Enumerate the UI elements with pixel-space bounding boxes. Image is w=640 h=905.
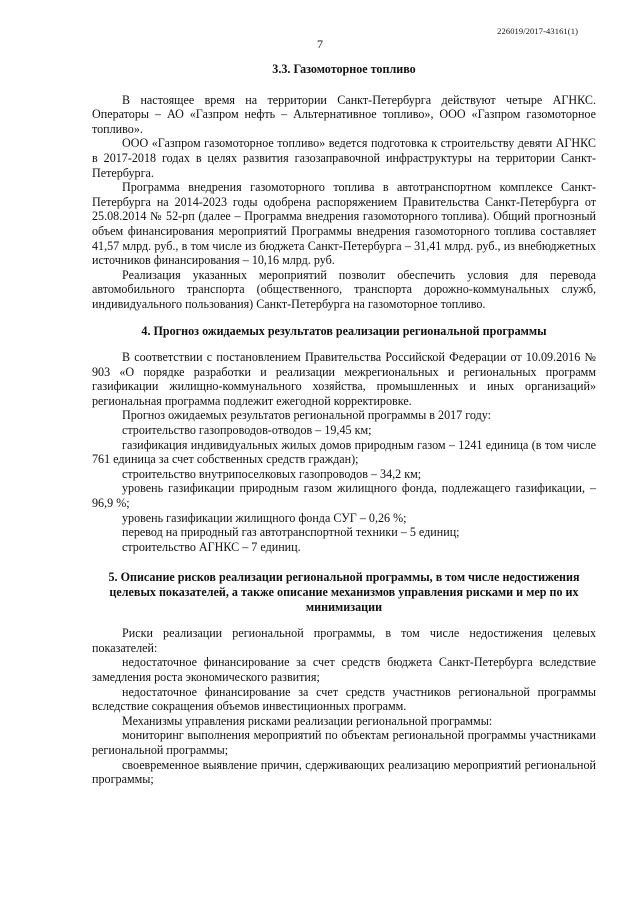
paragraph: Механизмы управления рисками реализации региональной программы: [122,713,493,728]
list-item: строительство внутрипоселковых газопроводов – 34,2 км; [122,466,422,481]
paragraph: Реализация указанных мероприятий позволит обеспечить условия для перевода автомобильного транспорта (общественного, транспорта дорожно-коммунальных служб, индивидуального пользования) Санкт-Петербурга на газомоторное топливо. [92,267,596,311]
list-item: строительство газопроводов-отводов – 19,45 км; [122,423,372,438]
section-5-heading: 5. Описание рисков реализации региональной программы, в том числе недостижения целевых показателей, а также описание механизмов управления рисками и мер по их минимизации [108,570,580,614]
paragraph: В настоящее время на территории Санкт-Петербурга действуют четыре АГНКС. Операторы – АО «Газпром нефть – Альтернативное топливо», ООО «Газпром газомоторное топливо». [92,92,596,136]
list-item: мониторинг выполнения мероприятий по объектам региональной программы участниками региональной программы; [92,728,596,757]
paragraph: Риски реализации региональной программы, в том числе недостижения целевых показателей: [92,626,596,655]
section-3-3-heading: 3.3. Газомоторное топливо [272,62,416,76]
document-body [92,62,596,787]
page-number: 7 [317,37,323,51]
list-item: недостаточное финансирование за счет средств бюджета Санкт-Петербурга вследствие замедления роста экономического развития; [92,655,596,684]
document-id: 226019/2017-43161(1) [497,26,578,36]
paragraph: ООО «Газпром газомоторное топливо» ведется подготовка к строительству девяти АГНКС в 2017-2018 годах в целях развития газозаправочной инфраструктуры на территории Санкт-Петербурга. [92,136,596,180]
list-item: уровень газификации жилищного фонда СУГ – 0,26 %; [122,510,407,525]
list-item: уровень газификации природным газом жилищного фонда, подлежащего газификации, – 96,9 %; [92,481,596,511]
list-item: перевод на природный газ автотранспортной техники – 5 единиц; [122,525,460,540]
list-item: недостаточное финансирование за счет средств участников региональной программы вследствие сокращения объемов инвестиционных программ. [92,684,596,714]
paragraph: В соответствии с постановлением Правительства Российской Федерации от 10.09.2016 № 903 «О порядке разработки и реализации межрегиональных и региональных программ газификации жилищно-коммунального хозяйства, промышленных и иных организаций» региональная программа подлежит ежегодной корректировке. [92,350,596,408]
list-item: своевременное выявление причин, сдерживающих реализацию мероприятий региональной программы; [92,757,596,787]
list-item: газификация индивидуальных жилых домов природным газом – 1241 единица (в том числе 761 единица за счет собственных средств граждан); [92,437,596,467]
paragraph: Программа внедрения газомоторного топлива в автотранспортном комплексе Санкт-Петербурга на 2014-2023 годы одобрена распоряжением Правительства Санкт-Петербурга от 25.08.2014 № 52-рп (далее – Программа внедрения газомоторного топлива). Общий прогнозный объем финансирования мероприятий Программы внедрения газомоторного топлива составляет 41,57 млрд. руб., в том числе из бюджета Санкт-Петербурга – 31,41 млрд. руб., из внебюджетных источников финансирования – 10,16 млрд. руб. [92,180,596,268]
list-item: строительство АГНКС – 7 единиц. [122,539,301,554]
paragraph: Прогноз ожидаемых результатов региональной программы в 2017 году: [122,408,492,423]
section-4-heading: 4. Прогноз ожидаемых результатов реализации региональной программы [141,323,547,338]
